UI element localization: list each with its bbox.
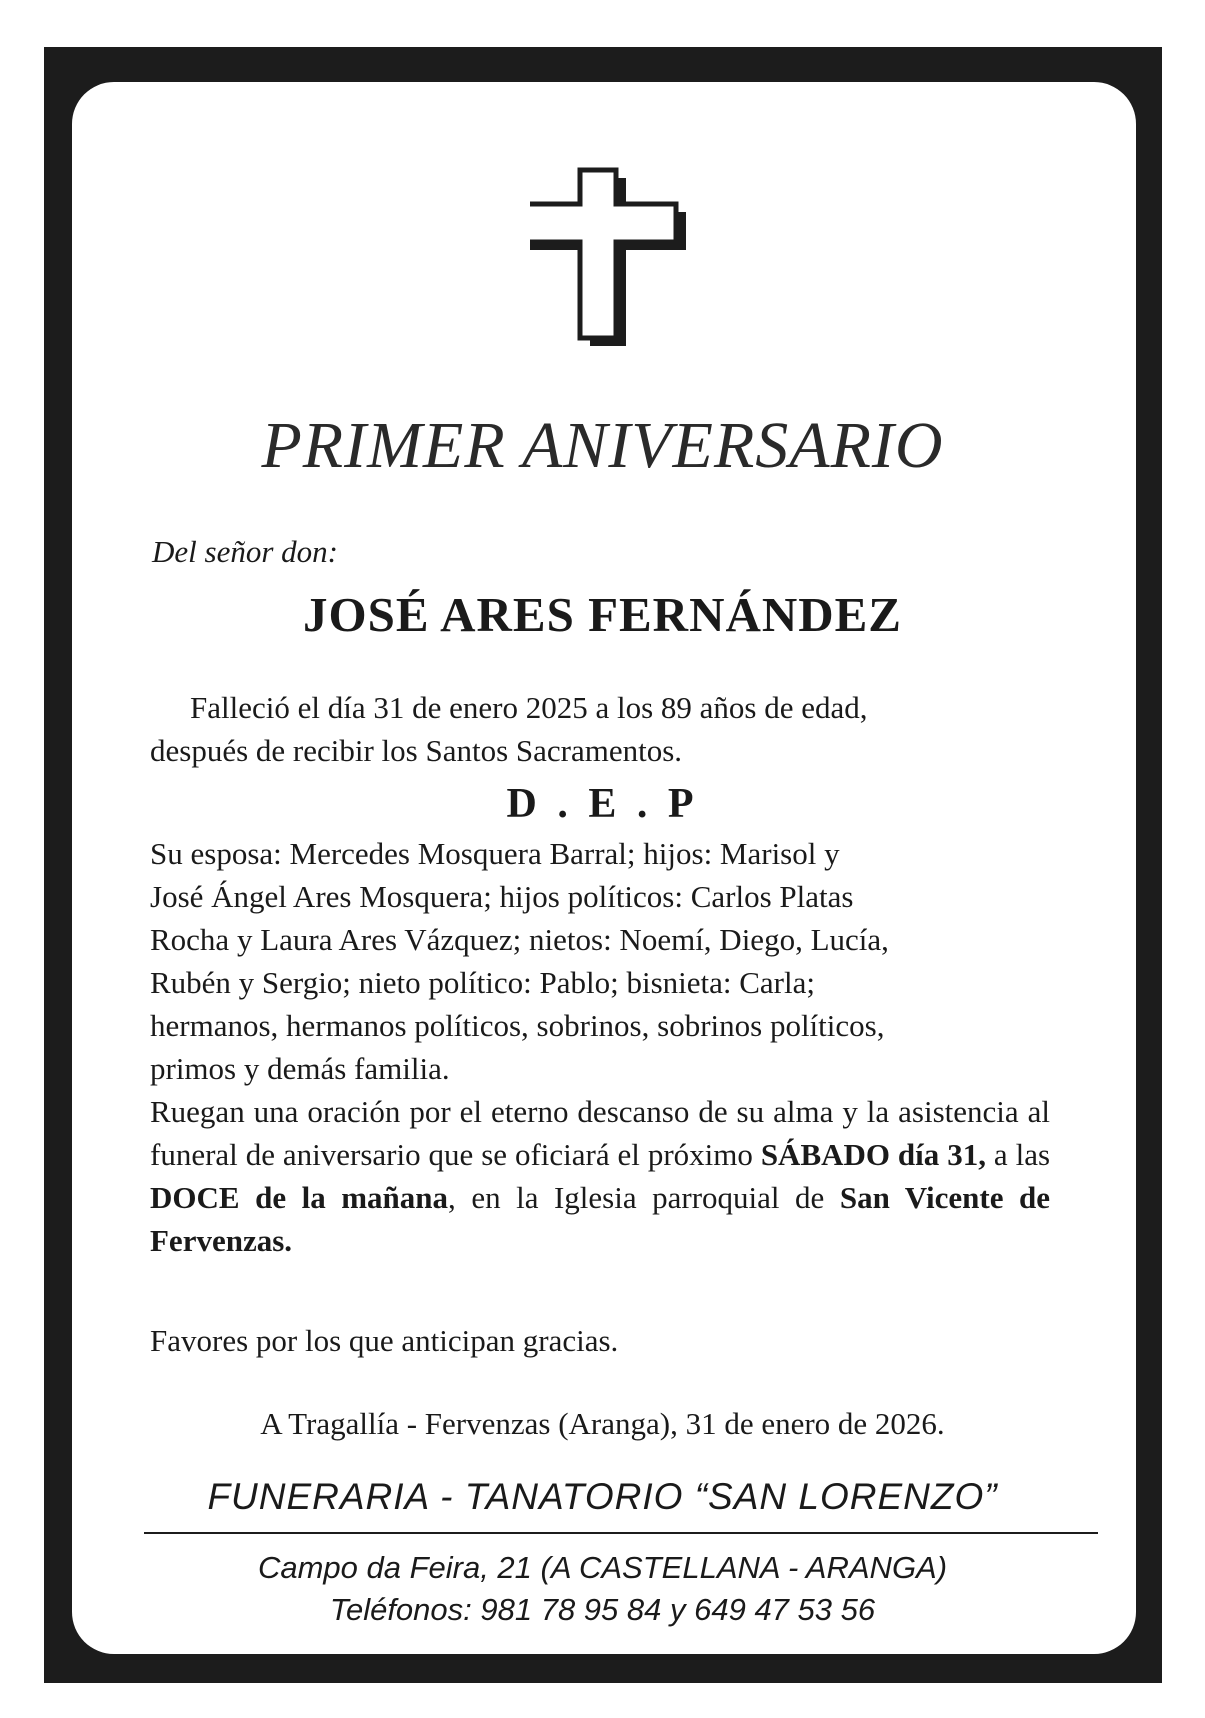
family-line: Rocha y Laura Ares Vázquez; nietos: Noemí, Diego, Lucía,	[150, 922, 889, 957]
funeral-home-phones: Teléfonos: 981 78 95 84 y 649 47 53 56	[329, 1592, 876, 1627]
service-day: SÁBADO día 31,	[760, 1137, 986, 1172]
dep-heading: D . E . P	[506, 781, 699, 827]
family-line: Rubén y Sergio; nieto político: Pablo; bisnieta: Carla;	[150, 965, 815, 1000]
place-date: A Tragallía - Fervenzas (Aranga), 31 de enero de 2026.	[260, 1406, 945, 1441]
funeral-home-name: FUNERARIA - TANATORIO “SAN LORENZO”	[207, 1476, 998, 1517]
latin-cross-icon	[530, 160, 690, 360]
request-text: a las	[985, 1137, 1051, 1172]
request-text: , en la Iglesia parroquial de	[448, 1180, 840, 1215]
funeral-home-address: Campo da Feira, 21 (A CASTELLANA - ARANGA)	[257, 1550, 948, 1585]
family-list	[150, 832, 1050, 1090]
deceased-name: JOSÉ ARES FERNÁNDEZ	[303, 587, 902, 642]
divider	[144, 1532, 1098, 1534]
church-name: San Vicente de Fervenzas.	[150, 1180, 1050, 1258]
service-time: DOCE de la mañana	[150, 1180, 449, 1215]
death-notice	[150, 686, 1050, 772]
family-line: hermanos, hermanos políticos, sobrinos, sobrinos políticos,	[150, 1008, 885, 1043]
thanks-text: Favores por los que anticipan gracias.	[150, 1323, 619, 1358]
family-line: Su esposa: Mercedes Mosquera Barral; hijos: Marisol y	[150, 836, 840, 871]
family-line: José Ángel Ares Mosquera; hijos políticos: Carlos Platas	[150, 879, 854, 914]
notice-title: PRIMER ANIVERSARIO	[261, 409, 944, 482]
intro-text: Del señor don:	[152, 534, 338, 569]
funeral-request	[150, 1090, 1050, 1262]
family-line: primos y demás familia.	[150, 1051, 450, 1086]
death-notice-line: Falleció el día 31 de enero 2025 a los 89 años de edad,	[190, 690, 868, 725]
request-text: Ruegan una oración por el eterno descanso de su alma y la asistencia al funeral de aniversario que se oficiará el próximo	[150, 1094, 1050, 1172]
death-notice-line: después de recibir los Santos Sacramentos.	[150, 733, 683, 768]
